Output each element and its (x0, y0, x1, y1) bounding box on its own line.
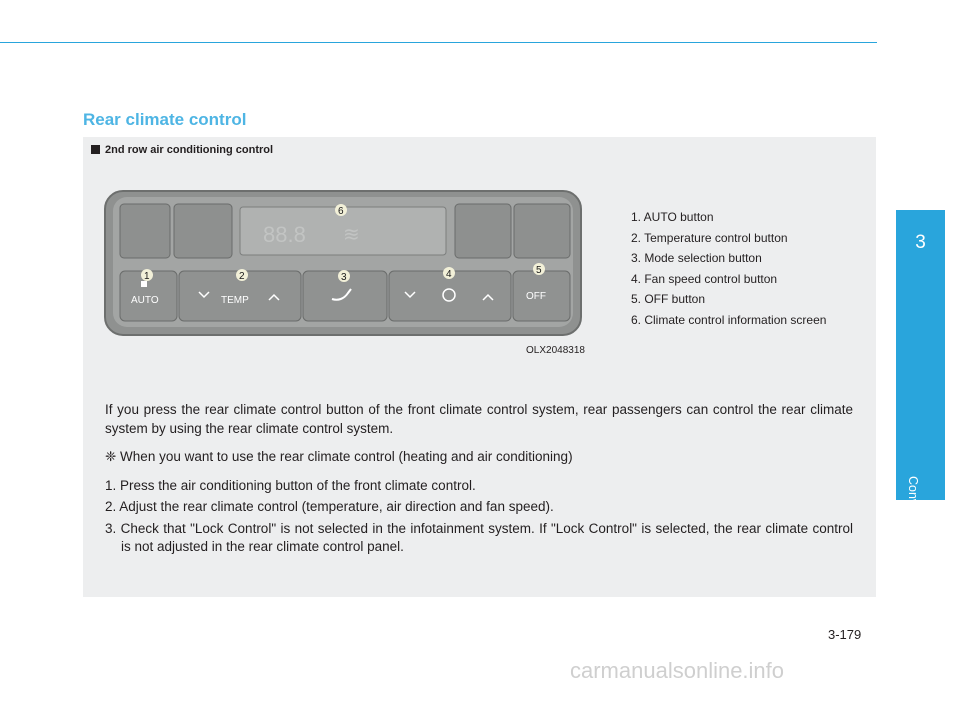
callout-5: 5 (536, 265, 542, 276)
step-item: 1. Press the air conditioning button of the front climate control. (105, 477, 476, 493)
body-text (105, 401, 853, 560)
square-bullet-icon (91, 145, 100, 154)
page-number: 3-179 (828, 627, 862, 642)
top-right-button-1 (455, 204, 511, 258)
header-rule (0, 42, 877, 43)
step-item: 2. Adjust the rear climate control (temperature, air direction and fan speed). (105, 499, 554, 514)
callout-3: 3 (341, 272, 347, 283)
panel-caption-text: 2nd row air conditioning control (105, 144, 274, 156)
panel-caption (91, 144, 273, 156)
legend-item: 1. AUTO button (631, 210, 714, 224)
callout-6: 6 (338, 206, 344, 217)
watermark: carmanualsonline.info (570, 658, 785, 683)
chapter-title: Convenient features of your vehicle (906, 476, 920, 672)
display-airflow-icon: ≋ (343, 224, 360, 246)
note-paragraph: ❈ When you want to use the rear climate control (heating and air conditioning) (105, 449, 573, 464)
top-right-button-2 (514, 204, 570, 258)
callout-4: 4 (446, 269, 452, 280)
steps-list (105, 477, 853, 557)
control-panel-drawing (103, 189, 583, 339)
off-label: OFF (526, 291, 546, 302)
legend-item: 3. Mode selection button (631, 251, 762, 265)
legend-item: 5. OFF button (631, 292, 706, 306)
display-digits: 88.8 (263, 222, 306, 247)
legend-item: 4. Fan speed control button (631, 271, 778, 286)
callout-2: 2 (239, 271, 245, 282)
legend-item: 2. Temperature control button (631, 230, 788, 245)
top-left-button-2 (174, 204, 232, 258)
step-item: 3. Check that "Lock Control" is not selected in the infotainment system. If "Lock Control" is selected, the rear climate control is not adjusted in the rear climate control panel. (105, 520, 853, 554)
section-title: Rear climate control (83, 110, 247, 129)
chapter-tab (896, 210, 945, 672)
figure-legend (631, 207, 826, 330)
content-panel (83, 137, 876, 597)
figure-code: OLX2048318 (526, 345, 585, 356)
top-left-button-1 (120, 204, 170, 258)
callout-1: 1 (144, 271, 150, 282)
intro-paragraph: If you press the rear climate control button of the front climate control system, rear passengers can control the rear climate system by using the rear climate control system. (105, 402, 853, 436)
temp-label: TEMP (221, 295, 249, 306)
legend-item: 6. Climate control information screen (631, 312, 827, 327)
chapter-number: 3 (915, 232, 926, 253)
auto-label: AUTO (131, 295, 159, 306)
climate-control-illustration (103, 189, 583, 339)
